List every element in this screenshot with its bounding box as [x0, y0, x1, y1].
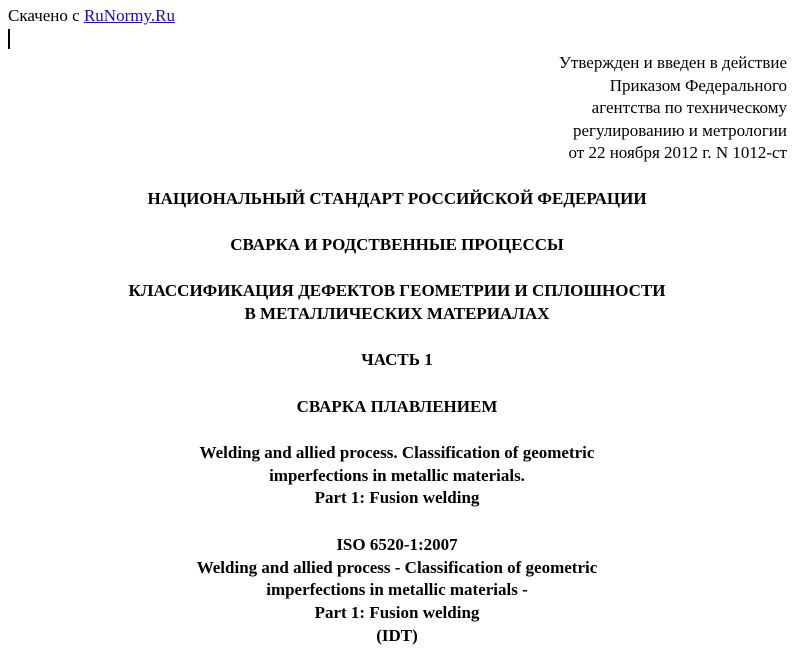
text-cursor — [8, 29, 10, 49]
download-notice — [8, 6, 175, 26]
standard-title-line: В МЕТАЛЛИЧЕСКИХ МАТЕРИАЛАХ — [244, 304, 550, 323]
approval-line: от 22 ноября 2012 г. N 1012-ст — [568, 143, 787, 162]
approval-block — [387, 52, 787, 165]
approval-line: регулированию и метрологии — [572, 120, 787, 140]
equivalence-marker: (IDT) — [376, 626, 418, 645]
standard-type-heading: НАЦИОНАЛЬНЫЙ СТАНДАРТ РОССИЙСКОЙ ФЕДЕРАЦИИ — [147, 189, 647, 208]
runormy-link[interactable]: RuNormy.Ru — [83, 6, 175, 25]
part-title-heading: СВАРКА ПЛАВЛЕНИЕМ — [296, 397, 498, 416]
part-number-heading: ЧАСТЬ 1 — [361, 350, 433, 369]
standard-title-line: КЛАССИФИКАЦИЯ ДЕФЕКТОВ ГЕОМЕТРИИ И СПЛОШНОСТИ — [128, 281, 666, 300]
english-title-line: Part 1: Fusion welding — [314, 488, 480, 507]
approval-line: агентства по техническому — [591, 98, 787, 117]
iso-number: ISO 6520-1:2007 — [336, 535, 458, 554]
english-title-line: imperfections in metallic materials. — [269, 466, 525, 485]
iso-title-line: Part 1: Fusion welding — [314, 603, 480, 622]
approval-line: Утвержден и введен в действие — [558, 53, 787, 72]
iso-title-line: imperfections in metallic materials - — [266, 580, 528, 599]
approval-line: Приказом Федерального — [609, 75, 787, 95]
download-notice-prefix: Скачено с — [8, 6, 84, 25]
english-title-line: Welding and allied process. Classification of geometric — [199, 443, 595, 462]
iso-title-line: Welding and allied process - Classification of geometric — [196, 558, 598, 577]
standard-subject-heading: СВАРКА И РОДСТВЕННЫЕ ПРОЦЕССЫ — [230, 235, 564, 254]
